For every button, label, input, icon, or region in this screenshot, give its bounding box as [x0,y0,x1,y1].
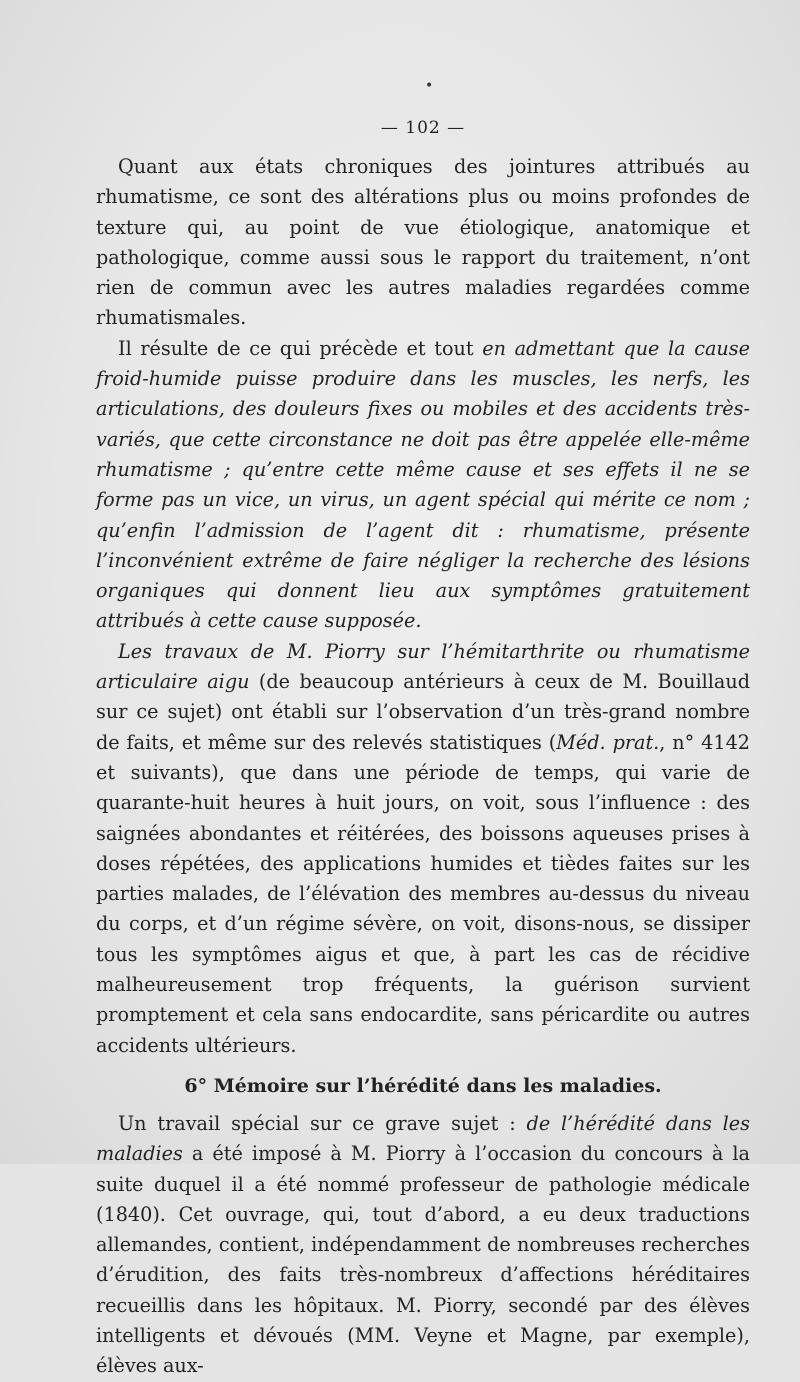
paragraph-conclusion [96,334,750,637]
piorry-work-title: Les travaux de M. Piorry sur l’hémitarthrite ou rhumatisme articulaire aigu [96,639,750,694]
heredity-text-b: a été imposé à M. Piorry à l’occasion du concours à la suite duquel il a été nommé professeur de pathologie médicale (1840). Cet ouvrage, qui, tout d’abord, a eu deux traductions allemandes, contient, indépendamment de nombreuses recherches d’érudition, des faits très-nombreux d’affections héréditaires recueillis dans les hôpitaux. M. Piorry, secondé par des élèves intelligents et dévoués (MM. Veyne et Magne, par exemple), élèves aux- [96,1142,750,1378]
conclusion-intro: Il résulte de ce qui précède et tout [118,336,483,360]
reference-med-prat: Méd. prat. [556,730,660,754]
paragraph-piorry-work [96,637,750,1061]
heredity-title: de l’hérédité dans les maladies [96,1111,750,1166]
ink-mark: • [425,78,434,94]
section-heading: 6° Mémoire sur l’hérédité dans les maladies. [184,1074,662,1097]
piorry-work-text-b: , n° 4142 et suivants), que dans une période de temps, qui varie de quarante-huit heures à huit jours, on voit, sous l’influence : des saignées abondantes et réitérées, des boissons aqueuses prises à doses répétées, des applications humides et tièdes faites sur les parties malades, de l’élévation des membres au-dessus du niveau du corps, et d’un régime sévère, on voit, disons-nous, se dissiper tous les symptômes aigus et que, à part les cas de récidive malheureusement trop fréquents, la guérison survient promptement et cela sans endocardite, sans péricardite ou autres accidents ultérieurs. [96,730,750,1057]
page-number: — 102 — [380,118,466,138]
paragraph-chronic-states: Quant aux états chroniques des jointures attribués au rhumatisme, ce sont des altérations plus ou moins profondes de texture qui, au point de vue étiologique, anatomique et pathologique, comme aussi sous le rapport du traitement, n’ont rien de commun avec les autres maladies regardées comme rhumatismales. [96,155,750,330]
conclusion-italic: en admettant que la cause froid-humide puisse produire dans les muscles, les nerfs, les articulations, des douleurs fixes ou mobiles et des accidents très-variés, que cette circonstance ne doit pas être appelée elle-même rhumatisme ; qu’entre cette même cause et ses effets il ne se forme pas un vice, un virus, un agent spécial qui mérite ce nom ; qu’enfin l’admission de l’agent dit : rhumatisme, présente l’inconvénient extrême de faire négliger la recherche des lésions organiques qui donnent lieu aux symptômes gratuitement attribués à cette cause supposée. [96,336,750,633]
paragraph-heredity [96,1109,750,1382]
piorry-work-text-a: (de beaucoup antérieurs à ceux de M. Bouillaud sur ce sujet) ont établi sur l’observation d’un très-grand nombre de faits, et même sur des relevés statistiques ( [96,670,750,754]
heredity-text-a: Un travail spécial sur ce grave sujet : [118,1111,527,1135]
